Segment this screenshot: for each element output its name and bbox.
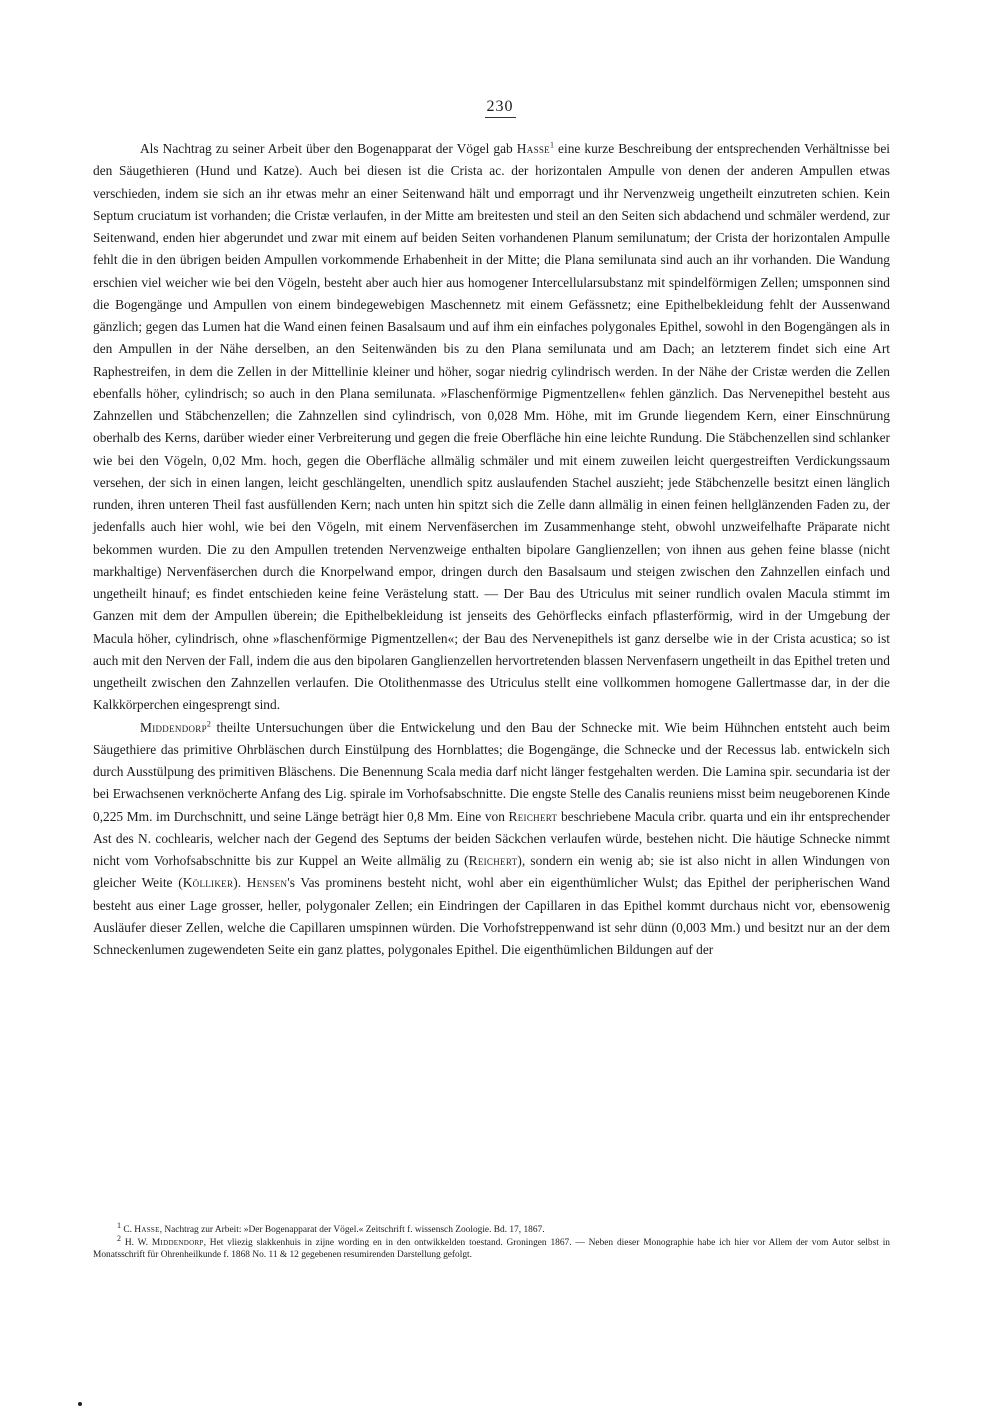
footnotes	[93, 1220, 890, 1262]
author-name-reichert: Reichert	[508, 808, 558, 824]
author-name-hensen: Hensen	[246, 875, 288, 891]
scan-speck	[78, 1402, 82, 1406]
footnote-ref-1[interactable]: 1	[549, 140, 554, 150]
author-name-koelliker: Kölliker	[182, 875, 234, 891]
footnote-2: $^2$ H. W. Middendorp, Het vliezig slakkenhuis in zijne wording en in den ontwikkelden toestand. Groningen 1867. — Neben dieser Monographie habe ich hier vor Allem der vom Autor selbst in Monatsschrift für Ohrenheilkunde f. 1868 No. 11 & 12 gegebenen resumirenden Darstellung gefolgt.	[93, 1233, 890, 1260]
author-name-hasse: Hasse	[516, 141, 550, 156]
author-name-middendorp: Middendorp	[140, 719, 207, 735]
main-text	[93, 138, 890, 961]
page-number: 230	[0, 98, 1000, 118]
author-name-reichert-2: Reichert	[468, 853, 518, 868]
paragraph-hasse: Als Nachtrag zu seiner Arbeit über den Bogenapparat der Vögel gab Hasse$^1$ eine kurze Beschreibung der entsprechenden Verhältnisse bei den Säugethieren (Hund und Katze). Auch bei diesen ist die Crista ac. der horizontalen Ampulle von denen der anderen Ampullen etwas verschieden, indem sie sich an ihr etwas mehr an einer Seitenwand hält und emporragt und ihr Nervenzweig ungetheilt einzutreten schien. Kein Septum cruciatum ist vorhanden; die Cristæ verlaufen, in der Mitte am breitesten und steil an den Seiten sich abdachend und schmäler werdend, zur Seitenwand, enden hier abgerundet und zwar mit einem auf beiden Seiten vorhandenen Planum semilunatum; der Crista der horizontalen Ampulle fehlt die in den übrigen beiden Ampullen vorkommende Erhabenheit in der Mitte; die Plana semilunata sind auch an ihr vorhanden. Die Wandung erschien viel weicher wie bei den Vögeln, besteht aber auch hier aus homogener Intercellularsubstanz mit spindelförmigen Zellen; umsponnen sind die Bogengänge und Ampullen von einem bindegewebigen Maschennetz mit einem Gefässnetz; eine Epithelbekleidung fehlt der Aussenwand gänzlich; gegen das Lumen hat die Wand einen feinen Basalsaum und auf ihm ein einfaches polygonales Epithel, sowohl in den Bogengängen als in den Ampullen in der Nähe derselben, an den Seitenwänden bis zu den Plana semilunata und am Dach; an letzterem findet sich eine Art Raphestreifen, in dem die Zellen in der Mittellinie kleiner und höher, sogar niedrig cylindrisch werden. In der Nähe der Cristæ werden die Zellen ebenfalls höher, cylindrisch; so auch in den Plana semilunata. »Flaschenförmige Pigmentzellen« fehlen gänzlich. Das Nervenepithel besteht aus Zahnzellen und Stäbchenzellen; die Zahnzellen sind cylindrisch, von 0,028 Mm. Höhe, mit im Grunde liegendem Kern, einer Einschnürung oberhalb des Kerns, darüber wieder einer Verbreiterung und gegen die freie Oberfläche hin eine leichte Rundung. Die Stäbchenzellen sind schlanker wie bei den Vögeln, 0,02 Mm. hoch, gegen die Oberfläche allmälig schmäler und mit einem zuweilen leicht quergestreiften Verdickungssaum versehen, der sich in einen langen, leicht geschlängelten, unendlich spitz auslaufenden Stachel auszieht; jede Stäbchenzelle besitzt einen länglich runden, ihren unteren Theil fast ausfüllenden Kern; nach unten hin spitzt sich die Zelle dann allmälig in einen feinen hellglänzenden Faden zu, der jedenfalls auch hier wohl, wie bei den Vögeln, mit einem Nervenfäserchen im Zusammenhange steht, obwohl unzweifelhafte Präparate nicht bekommen wurden. Die zu den Ampullen tretenden Nervenzweige enthalten bipolare Ganglienzellen; von ihnen aus gehen feine blasse (nicht markhaltige) Nervenfäserchen durch die Knorpelwand empor, dringen durch den Basalsaum und steigen zwischen den Zahnzellen einfach und ungetheilt hinauf; es findet entschieden keine feine Verästelung statt. — Der Bau des Utriculus mit seiner rundlich ovalen Macula stimmt im Ganzen mit dem der Ampullen überein; die Epithelbekleidung ist jenseits des Gehörflecks einfach pflasterförmig, wird in der Umgebung der Macula höher, cylindrisch, ohne »flaschenförmige Pigmentzellen«; der Bau des Nervenepithels ist ganz derselbe wie in der Crista acustica; so ist auch mit den Nerven der Fall, indem die aus den bipolaren Ganglienzellen hervortretenden blassen Nervenfasern ungetheilt in das Epithel treten und ungetheilt zwischen den Zahnzellen verlaufen. Die Otolithenmasse des Utriculus stellt eine vollkommen homogene Gallertmasse dar, in der die Kalkkörperchen eingesprengt sind.	[93, 140, 890, 713]
paragraph-middendorp: Middendorp$^2$ theilte Untersuchungen über die Entwickelung und den Bau der Schnecke mit. Wie beim Hühnchen entsteht auch beim Säugethiere das primitive Ohrbläschen durch Einstülpung des Hornblattes; die Bogengänge, die Schnecke und der Recessus lab. entwickeln sich durch Ausstülpung des primitiven Bläschens. Die Benennung Scala media darf nicht länger festgehalten werden. Die Lamina spir. secundaria ist der bei Erwachsenen verknöcherte Anfang des Lig. spirale im Vorhofsabschnitte. Die engste Stelle des Canalis reuniens misst beim neugeborenen Kinde 0,225 Mm. im Durchschnitt, und seine Länge beträgt hier 0,8 Mm. Eine von Reichert beschriebene Macula cribr. quarta und ein ihr entsprechender Ast des N. cochlearis, welcher nach der Gegend des Septums der beiden Säckchen verlaufen würde, bestehen nicht. Die häutige Schnecke nimmt nicht vom Vorhofsabschnitte bis zur Kuppel an Weite allmälig zu (Reichert), sondern ein wenig ab; sie ist also nicht in allen Windungen von gleicher Weite (Kölliker). Hensen's Vas prominens besteht nicht, wohl aber ein eigenthümlicher Wulst; das Epithel der peripherischen Wand besteht aus einer Lage grosser, heller, polygonaler Zellen; ein Eindringen der Capillaren in das Epithel kommt durchaus nicht vor, ebensowenig Ausläufer dieser Zellen, welche die Capillaren umspinnen würden. Die Vorhofstreppenwand ist sehr dünn (0,003 Mm.) und besitzt nur an der dem Schneckenlumen zugewendeten Seite ein ganz plattes, polygonales Epithel. Die eigenthümlichen Bildungen auf der	[93, 719, 890, 957]
footnote-ref-2[interactable]: 2	[206, 719, 211, 729]
footnote-1: $^1$ C. Hasse, Nachtrag zur Arbeit: »Der Bogenapparat der Vögel.« Zeitschrift f. wissensch Zoologie. Bd. 17, 1867.	[117, 1220, 545, 1235]
